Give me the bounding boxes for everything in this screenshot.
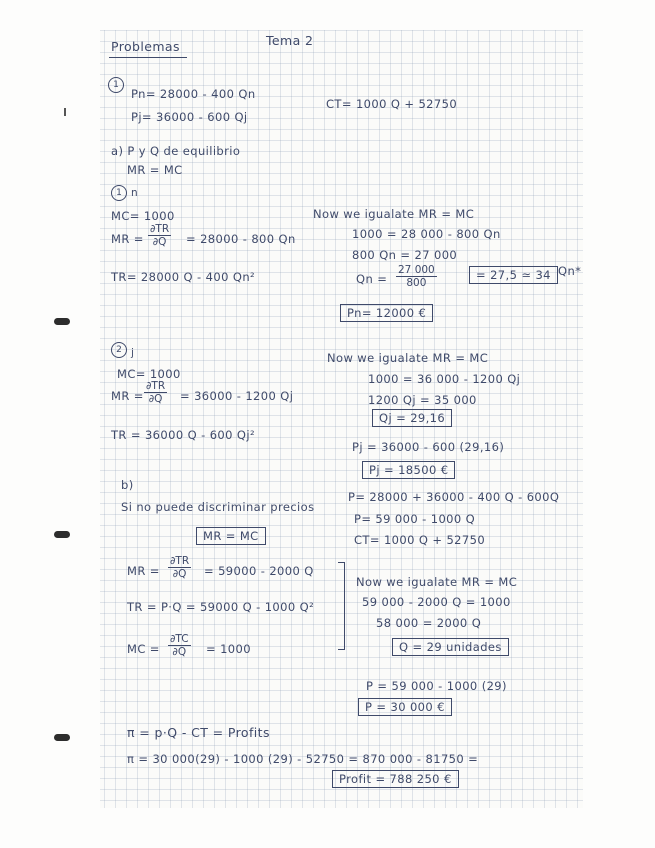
topic-title: Tema 2 xyxy=(266,33,314,48)
market-j-quantity-result: Qj = 29,16 xyxy=(372,409,452,427)
market-n-step-2: 800 Qn = 27 000 xyxy=(352,248,458,262)
mc-j: MC= 1000 xyxy=(117,367,181,381)
cost-function: CT= 1000 Q + 52750 xyxy=(326,97,458,111)
page-bottom-margin xyxy=(0,808,655,848)
mr-b-expression: = 59000 - 2000 Q xyxy=(204,564,314,578)
fraction-numerator: 27 000 xyxy=(398,264,435,276)
problem-number: 1 xyxy=(108,77,124,93)
market-n-price-result: Pn= 12000 € xyxy=(340,304,433,322)
market-j-step-title: Now we igualate MR = MC xyxy=(327,351,489,365)
grouping-bracket xyxy=(338,562,345,650)
page-left-margin xyxy=(0,0,100,848)
market-n-letter: n xyxy=(131,187,139,199)
heading-underline xyxy=(109,57,187,58)
fraction-numerator: ∂TR xyxy=(146,380,166,392)
fraction-denominator: ∂Q xyxy=(172,646,187,658)
part-b-cost: CT= 1000 Q + 52750 xyxy=(354,533,486,547)
part-b-label: b) xyxy=(121,478,134,492)
mr-j-expression: = 36000 - 1200 Qj xyxy=(180,389,294,403)
part-b-price-step: P = 59 000 - 1000 (29) xyxy=(366,679,507,693)
tr-n: TR= 28000 Q - 400 Qn² xyxy=(111,270,256,284)
mr-n-label: MR = xyxy=(111,232,144,246)
part-b-condition: MR = MC xyxy=(196,527,266,545)
page-top-margin xyxy=(0,0,655,30)
market-n-step-3-fraction xyxy=(396,264,437,289)
market-j-step-2: 1200 Qj = 35 000 xyxy=(368,393,477,407)
part-b-price-result: P = 30 000 € xyxy=(358,698,452,716)
market-n-step-3-result: = 27,5 ≃ 34 xyxy=(469,266,558,284)
market-j-step-1: 1000 = 36 000 - 1200 Qj xyxy=(368,372,521,386)
mr-j-derivative xyxy=(144,380,167,405)
part-b-step-2: 58 000 = 2000 Q xyxy=(376,616,482,630)
fraction-numerator: ∂TR xyxy=(170,555,190,567)
market-j-step-4: Pj = 36000 - 600 (29,16) xyxy=(352,440,505,454)
page-right-margin xyxy=(583,0,655,848)
market-n-optimal-label: Qn* xyxy=(558,264,582,278)
tr-j: TR = 36000 Q - 600 Qj² xyxy=(111,428,255,442)
mr-n-expression: = 28000 - 800 Qn xyxy=(186,232,296,246)
fraction-denominator: ∂Q xyxy=(148,393,163,405)
part-a-heading: a) P y Q de equilibrio xyxy=(111,144,241,158)
market-n-step-title: Now we igualate MR = MC xyxy=(313,207,475,221)
profit-calculation: π = 30 000(29) - 1000 (29) - 52750 = 870 000 - 81750 = xyxy=(127,752,479,766)
equilibrium-condition: MR = MC xyxy=(127,163,183,177)
binder-ring-hole xyxy=(54,734,70,741)
binder-ring-hole xyxy=(54,318,70,325)
fraction-numerator: ∂TC xyxy=(170,633,189,645)
problems-heading: Problemas xyxy=(111,39,180,54)
part-b-total-price: P= 28000 + 36000 - 400 Q - 600Q xyxy=(348,490,560,504)
part-b-price-simplified: P= 59 000 - 1000 Q xyxy=(354,512,476,526)
market-n-step-1: 1000 = 28 000 - 800 Qn xyxy=(352,227,501,241)
demand-n: Pn= 28000 - 400 Qn xyxy=(131,87,256,101)
margin-mark xyxy=(64,108,66,116)
mc-b-derivative xyxy=(168,633,191,658)
mr-b-derivative xyxy=(168,555,191,580)
profit-result: Profit = 788 250 € xyxy=(332,770,459,788)
mc-b-expression: = 1000 xyxy=(206,642,251,656)
part-b-statement: Si no puede discriminar precios xyxy=(121,500,315,514)
market-n-number: 1 xyxy=(111,185,127,201)
profit-definition: π = p·Q - CT = Profits xyxy=(127,725,270,740)
tr-b: TR = P·Q = 59000 Q - 1000 Q² xyxy=(127,600,315,614)
fraction-numerator: ∂TR xyxy=(150,223,170,235)
market-j-price-result: Pj = 18500 € xyxy=(362,461,455,479)
fraction-denominator: ∂Q xyxy=(152,236,167,248)
mc-b-label: MC = xyxy=(127,642,160,656)
mc-n: MC= 1000 xyxy=(111,209,175,223)
mr-b-label: MR = xyxy=(127,564,160,578)
market-j-number: 2 xyxy=(111,342,127,358)
mr-j-label: MR = xyxy=(111,389,144,403)
market-j-letter: j xyxy=(131,347,135,359)
fraction-denominator: 800 xyxy=(406,277,427,289)
fraction-denominator: ∂Q xyxy=(172,568,187,580)
part-b-quantity-result: Q = 29 unidades xyxy=(392,638,509,656)
demand-j: Pj= 36000 - 600 Qj xyxy=(131,110,248,124)
part-b-step-title: Now we igualate MR = MC xyxy=(356,575,518,589)
binder-ring-hole xyxy=(54,531,70,538)
part-b-step-1: 59 000 - 2000 Q = 1000 xyxy=(362,595,511,609)
mr-n-derivative xyxy=(148,223,171,248)
market-n-step-3-label: Qn = xyxy=(356,272,388,286)
